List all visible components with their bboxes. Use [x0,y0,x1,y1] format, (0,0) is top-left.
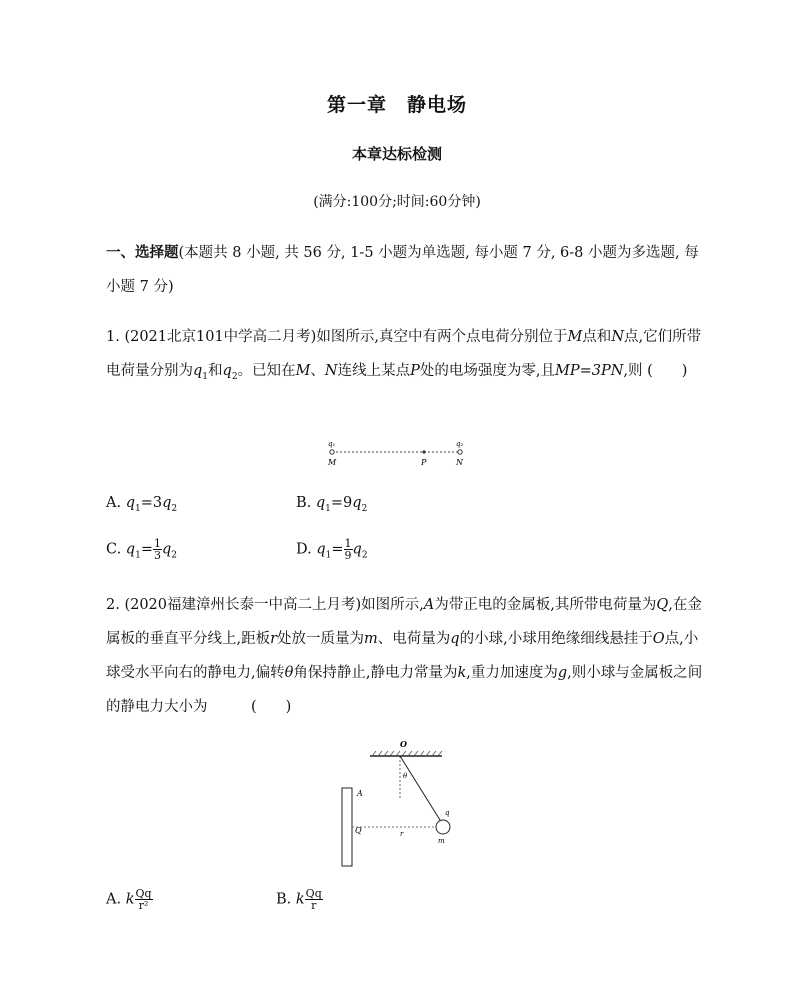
section-heading [106,236,706,304]
subscript: 2 [361,503,368,514]
stem-text: 点和 [582,329,612,345]
charge-N [458,450,462,454]
fraction-numerator: Qq [135,887,152,900]
stem-text: ,在金属板的垂直平分线上,距板 [106,597,702,647]
metal-plate [342,788,352,866]
subscript: 1 [325,503,331,514]
var-r: r [270,631,278,647]
q1-option-d[interactable] [296,538,368,561]
var-q2: q [352,541,362,558]
exam-meta: (满分:100分;时间:60分钟) [313,194,481,210]
label-q2: q₂ [456,440,464,448]
stem-text: 点,小球受水平向右的静电力,偏转 [106,631,699,681]
section-title: 一、选择题 [106,245,179,261]
label-q: q [445,809,450,817]
stem-text: ,重力加速度为 [466,665,558,681]
q2-option-b[interactable] [276,888,323,911]
stem-text: 连线上某点 [337,363,411,379]
stem-text: 处的电场强度为零,且 [419,363,555,379]
option-letter: B. [296,495,312,511]
fraction [153,538,162,561]
var-k: k [457,665,467,681]
label-m: m [438,837,445,845]
fraction-numerator: Qq [305,887,322,900]
point-P [422,450,425,453]
option-text: = [140,541,153,558]
stem-text: 。已知在 [237,363,296,379]
var-M: M [567,329,583,345]
charge-M [330,450,334,454]
question-number: 2. [106,597,120,613]
var-theta: θ [284,665,294,681]
var-q2: q [161,541,172,558]
subscript: 1 [202,371,209,382]
option-text: =9 [330,495,353,511]
q1-option-c[interactable] [106,538,177,561]
label-Q: Q [355,826,362,835]
fraction-numerator: 1 [344,537,352,550]
fraction-denominator: r [311,899,317,912]
label-r: r [400,830,404,838]
stem-text: 点,它们所带电荷量分别为 [106,329,702,379]
option-text: = [331,541,344,558]
ball [436,820,450,834]
subscript: 1 [135,550,141,561]
label-N: N [456,458,463,467]
option-letter: C. [106,541,122,558]
relation: MP=3PN [554,363,624,379]
option-letter: B. [276,891,292,908]
option-text: =3 [140,495,163,511]
fraction-numerator: 1 [153,537,161,550]
subscript: 1 [325,550,332,561]
subscript: 1 [135,503,141,514]
stem-text: ,则小球与金属板之间的静电力大小为 ( ) [106,665,703,715]
option-letter: D. [296,541,312,558]
var-q2: q [352,495,362,511]
fraction [344,538,353,561]
var-q: q [450,631,460,647]
fraction-denominator: 3 [153,549,161,562]
label-O: O [400,739,407,749]
label-M: M [328,458,337,467]
stem-text: 的小球,小球用绝缘细线悬挂于 [459,631,653,647]
stem-text: ,则 ( ) [623,363,688,379]
stem-text: 和 [208,363,223,379]
thread [400,756,440,820]
subscript: 2 [171,550,178,561]
var-Q: Q [656,597,669,613]
stem-text: 、电荷量为 [377,631,451,647]
var-g: g [557,665,568,681]
stem-text: 角保持静止,静电力常量为 [293,665,458,681]
subscript: 2 [231,371,238,382]
var-q1: q [193,363,203,379]
var-A: A [423,597,435,613]
fraction [135,888,153,911]
label-q1: q₁ [328,440,336,448]
q1-option-b[interactable] [296,495,367,514]
var-q2: q [162,495,172,511]
option-letter: A. [106,495,122,511]
fraction-denominator: 9 [344,549,352,562]
section-subtitle: 本章达标检测 [351,145,442,163]
var-k: k [125,891,135,908]
q1-option-a[interactable] [106,495,177,514]
q2-option-a[interactable] [106,888,153,911]
chapter-title: 第一章 静电场 [326,94,467,116]
subscript: 2 [171,503,178,514]
question-number: 1. [106,329,120,345]
var-O: O [652,631,665,647]
var-N: N [611,329,624,345]
var-q1: q [316,541,326,558]
question-2-figure [330,738,460,870]
var-P: P [410,363,420,379]
stem-text: 如图所示,真空中有两个点电荷分别位于 [316,329,568,345]
var-q2: q [222,363,232,379]
fraction [305,888,323,911]
subscript: 2 [361,550,368,561]
question-1-stem [106,320,706,394]
var-q1: q [125,495,135,511]
stem-text: 如图所示, [361,597,424,613]
question-1-figure [320,438,480,470]
section-note: (本题共 8 小题, 共 56 分, 1-5 小题为单选题, 每小题 7 分, 6-8 小题为多选题, 每小题 7 分) [106,245,699,295]
var-N: N [324,363,338,379]
stem-text: 为带正电的金属板,其所带电荷量为 [434,597,657,613]
question-source: (2020福建漳州长泰一中高二上月考) [124,597,362,613]
var-M: M [295,363,311,379]
stem-text: 、 [310,363,325,379]
var-q1: q [125,541,136,558]
var-k: k [295,891,305,908]
var-q1: q [315,495,326,511]
option-letter: A. [106,891,122,908]
var-m: m [364,631,378,647]
question-source: (2021北京101中学高二月考) [124,329,317,345]
fraction-denominator: r² [138,899,149,912]
label-P: P [421,458,427,467]
stem-text: 处放一质量为 [277,631,365,647]
label-A: A [357,789,363,798]
question-2-stem [106,588,706,724]
label-theta: θ [403,772,408,780]
